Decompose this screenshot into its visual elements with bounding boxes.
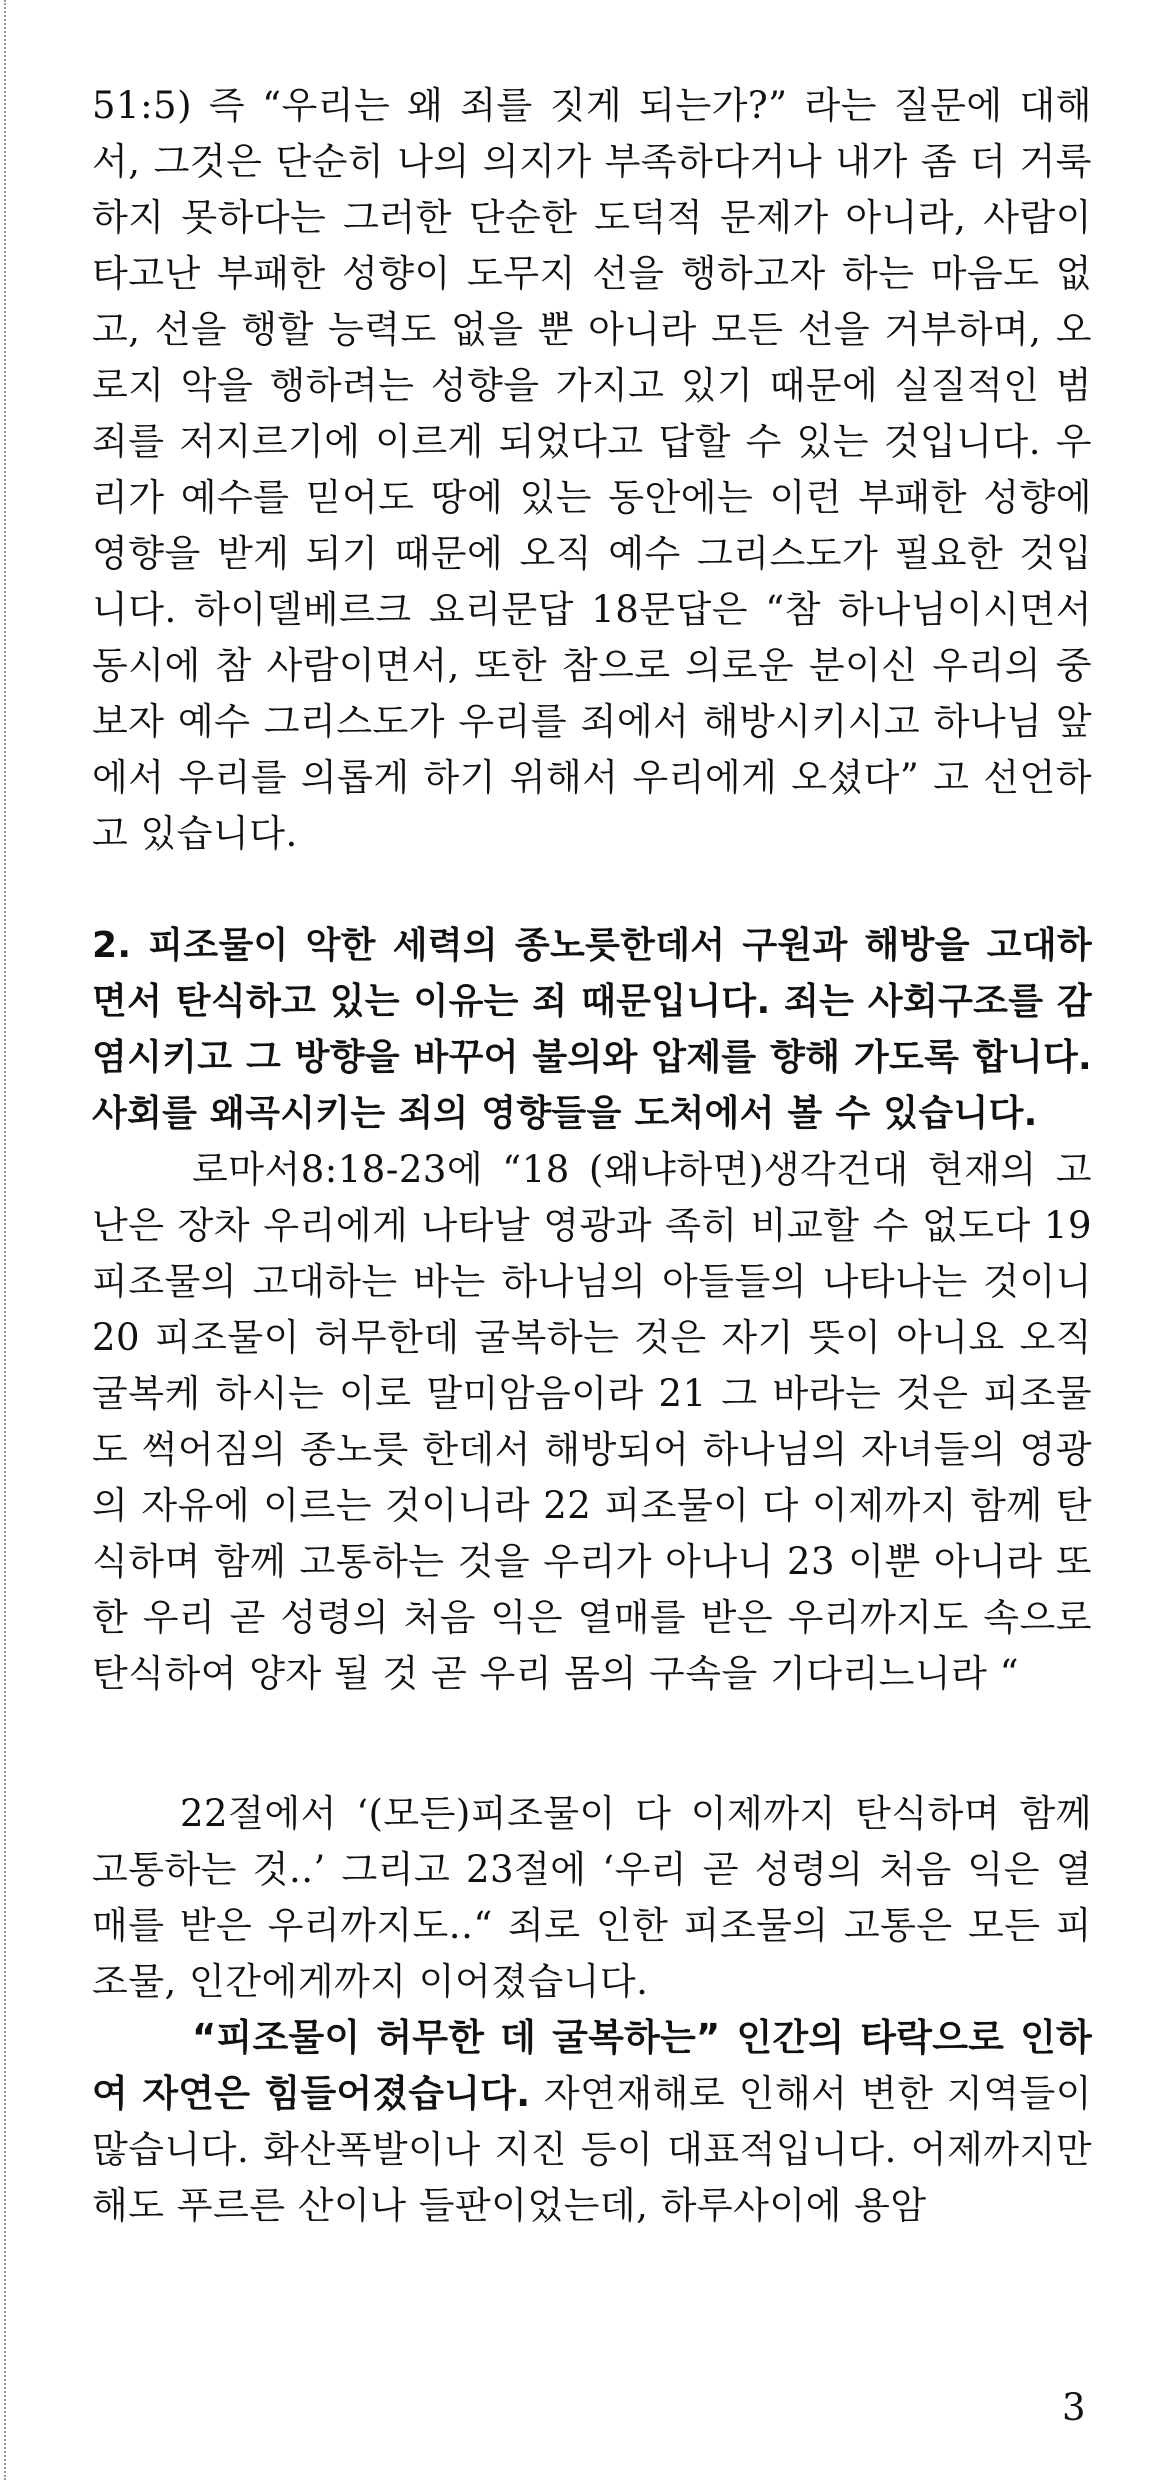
margin-dotted-rule	[4, 0, 6, 2480]
page-number: 3	[1062, 2386, 1086, 2429]
paragraph-nature-fall	[92, 2010, 1092, 2234]
paragraph-sin-nature: 51:5) 즉 “우리는 왜 죄를 짓게 되는가?” 라는 질문에 대해서, 그것은 단순히 나의 의지가 부족하다거나 내가 좀 더 거룩하지 못하다는 그러한 단순한 도덕적 문제가 아니라, 사람이 타고난 부패한 성향이 도무지 선을 행하고자 하는 마음도 없고, 선을 행할 능력도 없을 뿐 아니라 모든 선을 거부하며, 오로지 악을 행하려는 성향을 가지고 있기 때문에 실질적인 범죄를 저지르기에 이르게 되었다고 답할 수 있는 것입니다. 우리가 예수를 믿어도 땅에 있는 동안에는 이런 부패한 성향에 영향을 받게 되기 때문에 오직 예수 그리스도가 필요한 것입니다. 하이델베르크 요리문답 18문답은 “참 하나님이시면서 동시에 참 사람이면서, 또한 참으로 의로운 분이신 우리의 중보자 예수 그리스도가 우리를 죄에서 해방시키시고 하나님 앞에서 우리를 의롭게 하기 위해서 우리에게 오셨다” 고 선언하고 있습니다.	[92, 84, 1092, 855]
document-page	[92, 78, 1092, 2234]
paragraph-nature-fall-text: 자연재해로 인해서 변한 지역들이 많습니다. 화산폭발이나 지진 등이 대표적입니다. 어제까지만 해도 푸르른 산이나 들판이었는데, 하루사이에 용암	[92, 2072, 1092, 2227]
paragraph-verse-22: 22절에서 ‘(모든)피조물이 다 이제까지 탄식하며 함께 고통하는 것..’ 그리고 23절에 ‘우리 곧 성령의 처음 익은 열매를 받은 우리까지도..“ 죄로 인한 피조물의 고통은 모든 피조물, 인간에게까지 이어졌습니다.	[92, 1792, 1092, 2003]
section-heading-2: 2. 피조물이 악한 세력의 종노릇한데서 구원과 해방을 고대하면서 탄식하고 있는 이유는 죄 때문입니다. 죄는 사회구조를 감염시키고 그 방향을 바꾸어 불의와 압제를 향해 가도록 합니다. 사회를 왜곡시키는 죄의 영향들을 도처에서 볼 수 있습니다.	[92, 925, 1092, 1134]
paragraph-gap	[92, 1702, 1092, 1786]
paragraph-nature-fall-emphasis: “피조물이 허무한 데 굴복하는” 인간의 타락으로 인하여 자연은 힘들어졌습니다.	[92, 2016, 1092, 2115]
paragraph-gap	[92, 862, 1092, 918]
paragraph-romans-quote: 로마서8:18-23에 “18 (왜냐하면)생각건대 현재의 고난은 장차 우리에게 나타날 영광과 족히 비교할 수 없도다 19 피조물의 고대하는 바는 하나님의 아들들의 나타나는 것이니 20 피조물이 허무한데 굴복하는 것은 자기 뜻이 아니요 오직 굴복케 하시는 이로 말미암음이라 21 그 바라는 것은 피조물도 썩어짐의 종노릇 한데서 해방되어 하나님의 자녀들의 영광의 자유에 이르는 것이니라 22 피조물이 다 이제까지 함께 탄식하며 함께 고통하는 것을 우리가 아나니 23 이뿐 아니라 또한 우리 곧 성령의 처음 익은 열매를 받은 우리까지도 속으로 탄식하여 양자 될 것 곧 우리 몸의 구속을 기다리느니라 “	[92, 1148, 1092, 1695]
